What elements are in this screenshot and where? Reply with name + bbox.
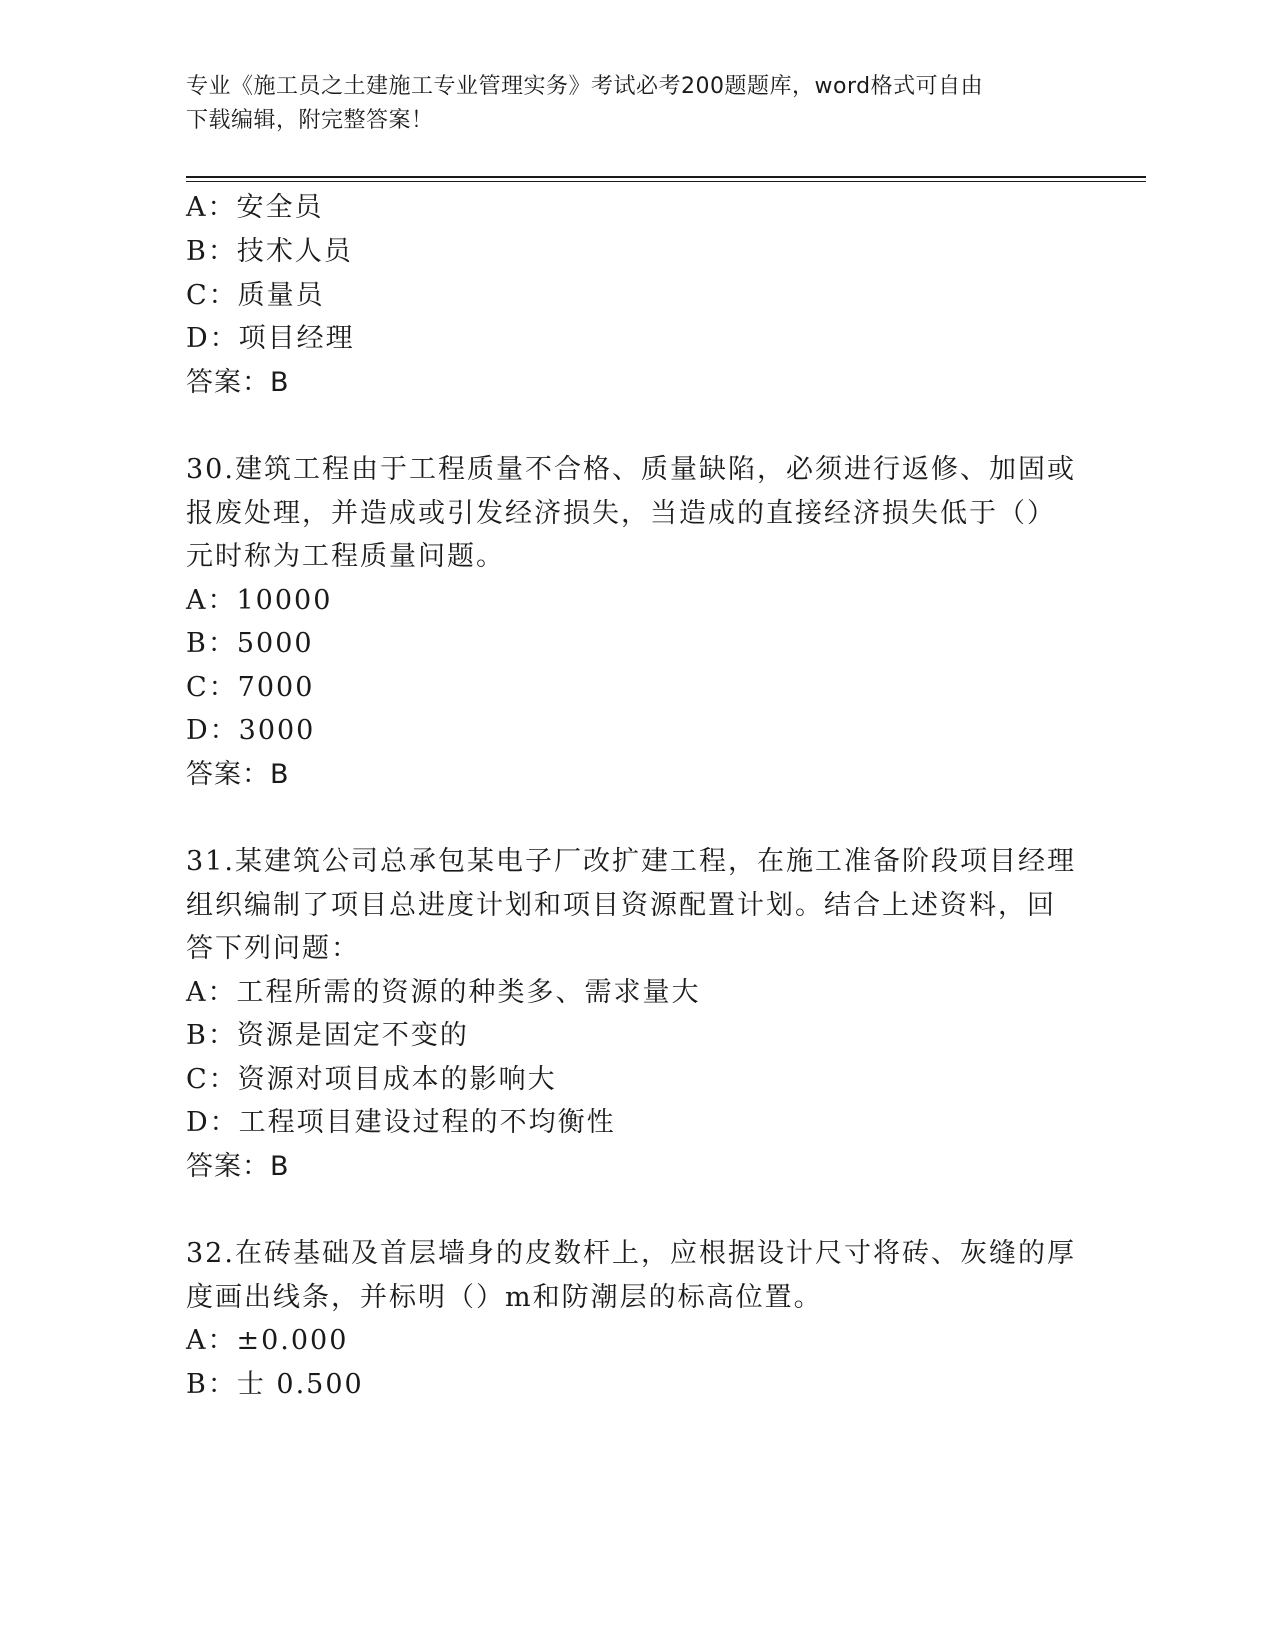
q30-text-line-3: 元时称为工程质量问题。 [186,541,505,572]
q30-answer: 答案：B [186,759,290,790]
q31-text-line-2: 组织编制了项目总进度计划和项目资源配置计划。结合上述资料，回 [186,890,1056,921]
q30-text-line-1: 30.建筑工程由于工程质量不合格、质量缺陷，必须进行返修、加固或 [186,454,1076,485]
q31-option-d: D：工程项目建设过程的不均衡性 [186,1107,616,1138]
q30-option-c: C：7000 [186,672,315,703]
q31-text-line-1: 31.某建筑公司总承包某电子厂改扩建工程，在施工准备阶段项目经理 [186,846,1076,877]
prev-option-c: C：质量员 [186,280,325,311]
q31-option-b: B：资源是固定不变的 [186,1020,469,1051]
q31-text-line-3: 答下列问题： [186,933,360,964]
q32-text-line-1: 32.在砖基础及首层墙身的皮数杆上，应根据设计尺寸将砖、灰缝的厚 [186,1238,1076,1269]
q30-option-d: D：3000 [186,715,316,746]
q32-option-b: B：士 0.500 [186,1369,364,1400]
header-line-1: 专业《施工员之土建施工专业管理实务》考试必考200题题库，word格式可自由 [186,74,984,99]
document-header [186,70,1066,138]
header-divider-thick [186,176,1146,178]
header-divider-thin [186,181,1146,182]
q31-answer: 答案：B [186,1151,290,1182]
q31-option-c: C：资源对项目成本的影响大 [186,1064,557,1095]
q30-option-b: B：5000 [186,628,314,659]
q30-text-line-2: 报废处理，并造成或引发经济损失，当造成的直接经济损失低于（） [186,498,1056,529]
prev-option-d: D：项目经理 [186,323,355,354]
prev-option-b: B：技术人员 [186,236,353,267]
q31-option-a: A：工程所需的资源的种类多、需求量大 [186,977,701,1008]
q30-option-a: A：10000 [186,585,333,616]
prev-option-a: A：安全员 [186,192,324,223]
header-line-2: 下载编辑，附完整答案！ [186,108,434,133]
q32-text-line-2: 度画出线条，并标明（）m和防潮层的标高位置。 [186,1282,823,1313]
q32-option-a: A：±0.000 [186,1325,349,1356]
prev-answer: 答案：B [186,367,290,398]
